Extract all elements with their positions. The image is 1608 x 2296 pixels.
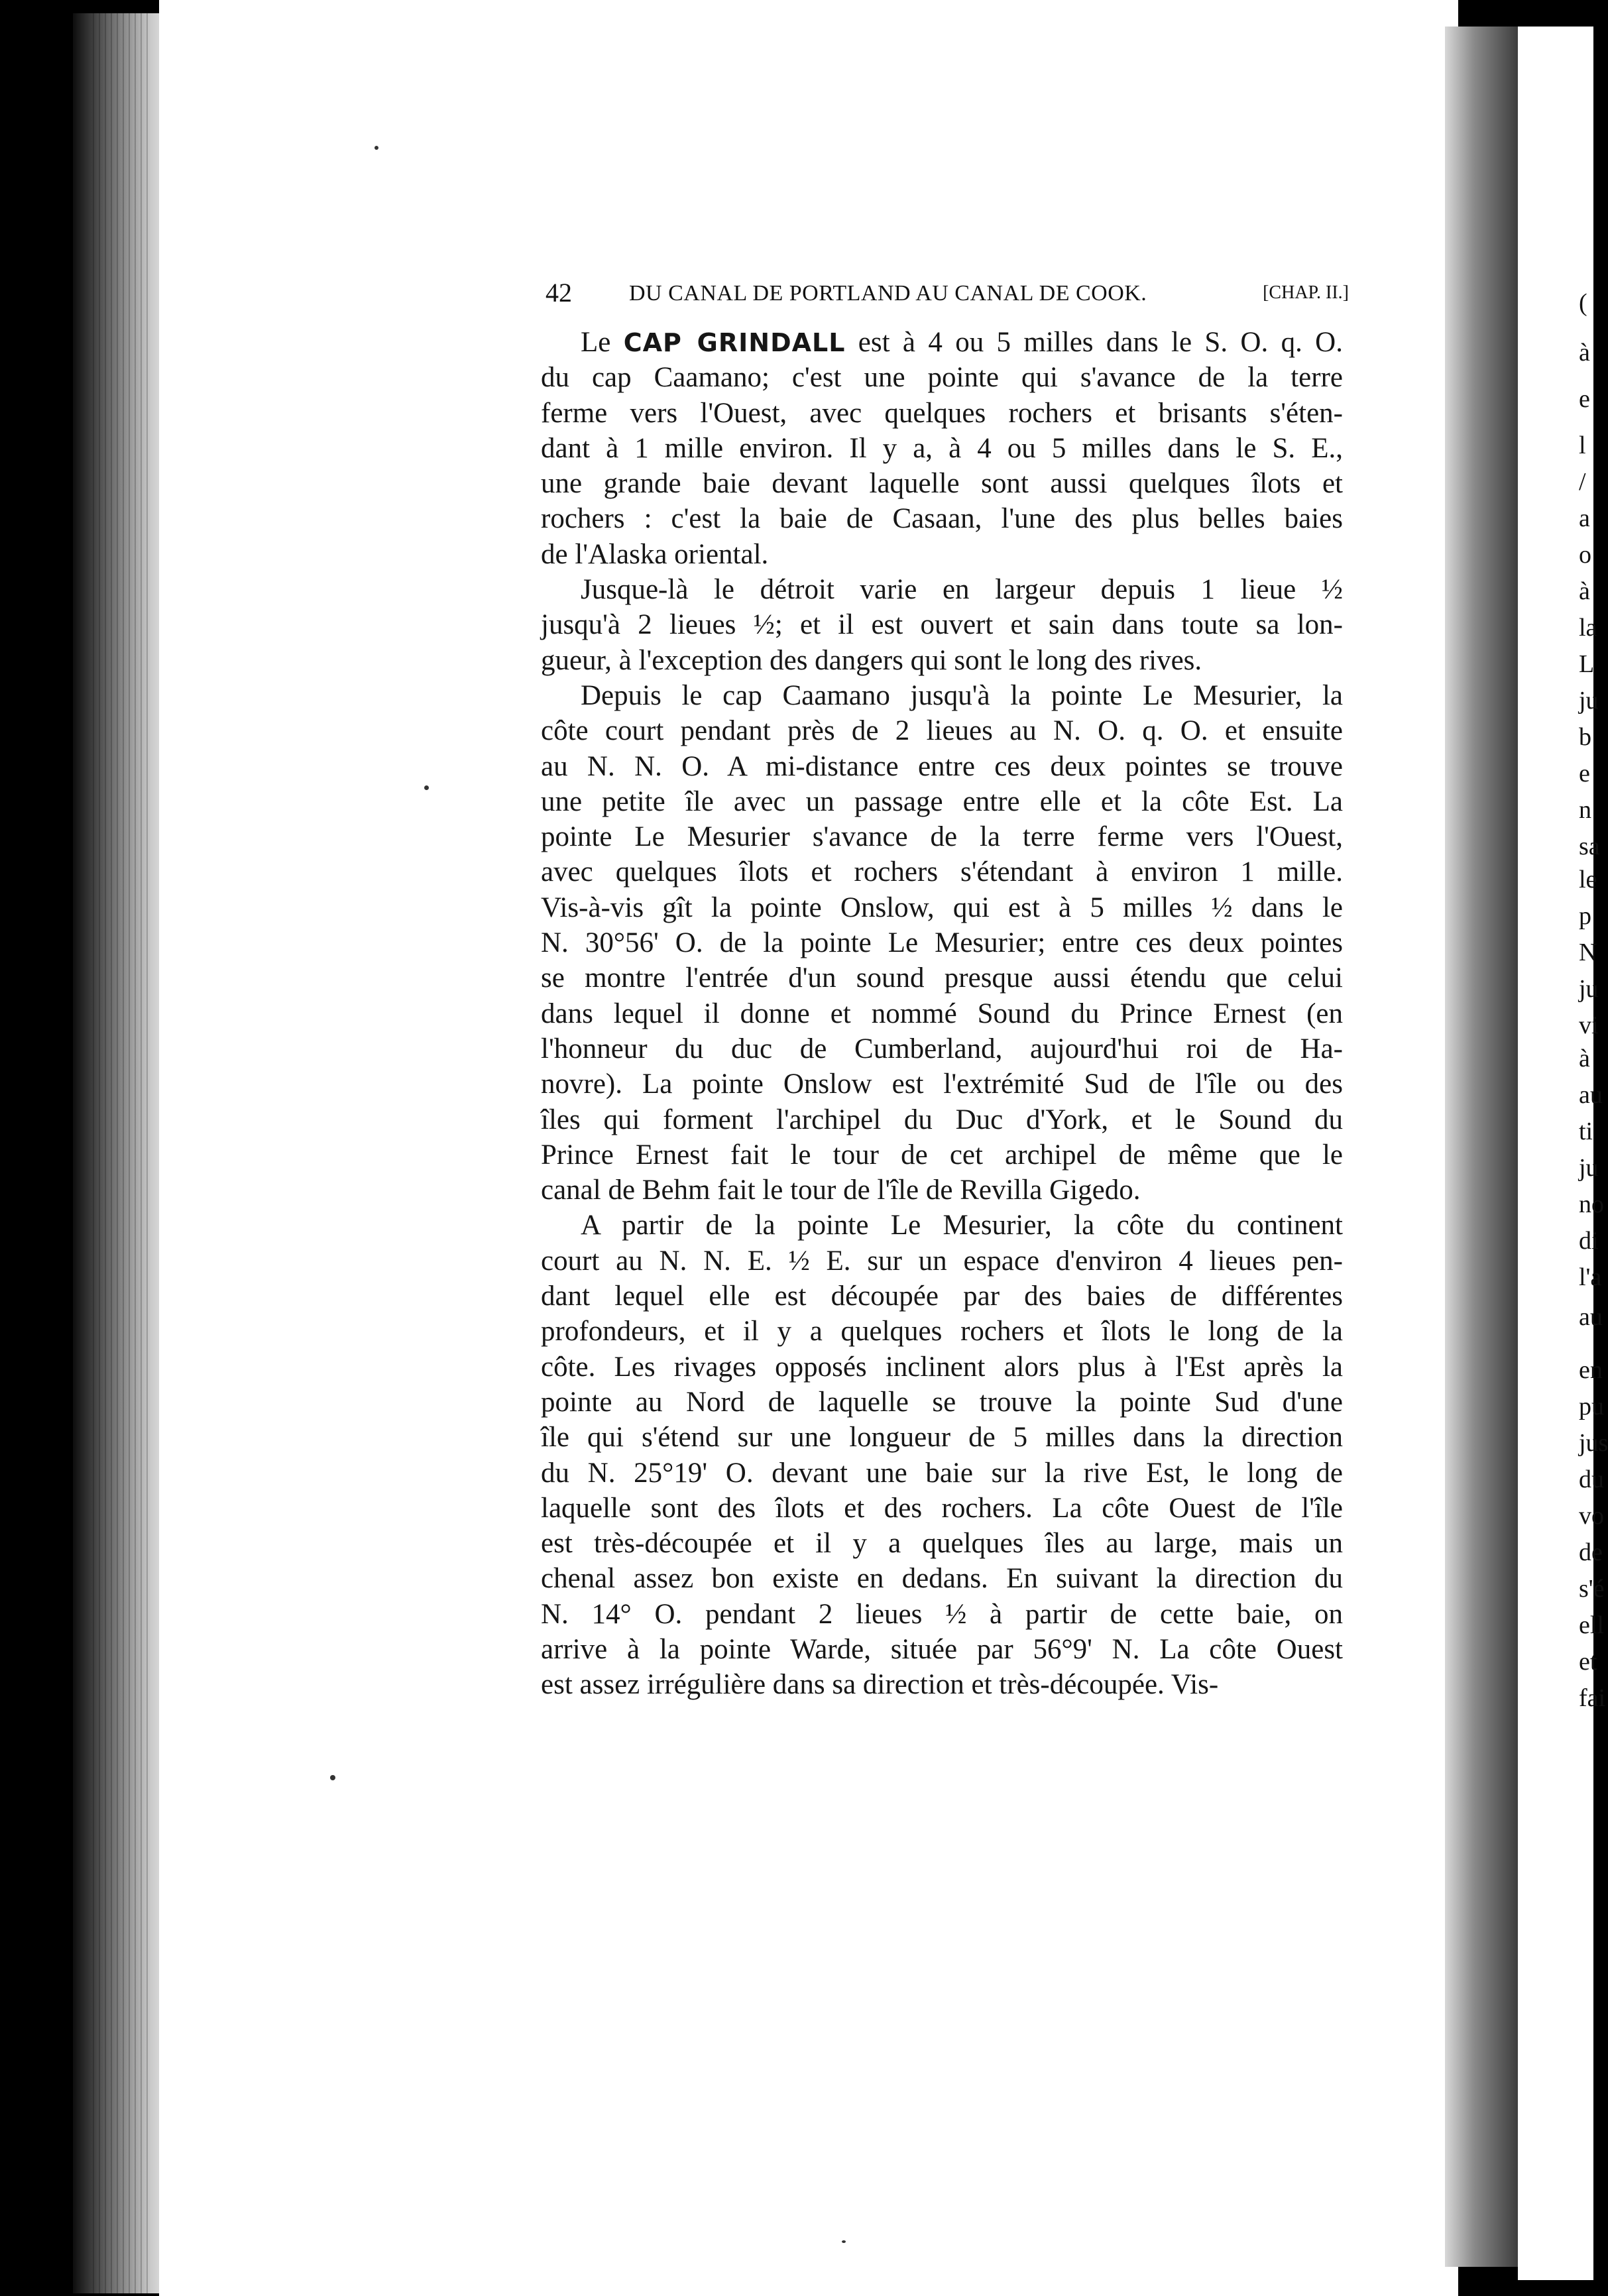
text-line: du cap Caamano; c'est une pointe qui s'avance de la terre (541, 362, 1343, 394)
text-line: de l'Alaska oriental. (541, 538, 769, 570)
facing-page-fragment: fai (1579, 1684, 1606, 1712)
text-line: est assez irrégulière dans sa direction et très-découpée. Vis- (541, 1669, 1219, 1701)
facing-page-fragment: pu (1579, 1393, 1604, 1420)
facing-page-fragment: ( (1579, 289, 1587, 317)
text-line: rochers : c'est la baie de Casaan, l'une des plus belles baies (541, 503, 1343, 535)
text-line: profondeurs, et il y a quelques rochers et îlots le long de la (541, 1316, 1343, 1348)
facing-page-fragment: jus (1579, 1429, 1608, 1457)
text-line: dans lequel il donne et nommé Sound du Prince Ernest (en (541, 998, 1343, 1029)
facing-page-fragment: au (1579, 1303, 1603, 1331)
text-line: du N. 25°19' O. devant une baie sur la rive Est, le long de (541, 1457, 1343, 1489)
facing-page-fragment: b (1579, 723, 1591, 751)
facing-page-fragment: a (1579, 504, 1590, 532)
text-line: une petite île avec un passage entre elle et la côte Est. La (541, 785, 1343, 817)
facing-page-fragment: o (1579, 541, 1591, 569)
facing-page-fragment: vo (1579, 1502, 1604, 1530)
scan-speck (374, 146, 378, 150)
text-line: Le CAP GRINDALL est à 4 ou 5 milles dans le S. O. q. O. (581, 327, 1343, 358)
text-line: A partir de la pointe Le Mesurier, la côte du continent (581, 1210, 1343, 1241)
facing-page-fragment: e (1579, 385, 1590, 413)
facing-page-edge (1518, 27, 1608, 2280)
text-line: arrive à la pointe Warde, située par 56°9' N. La côte Ouest (541, 1633, 1343, 1665)
text-line: novre). La pointe Onslow est l'extrémité Sud de l'île ou des (541, 1068, 1343, 1100)
facing-page-fragment: s'é (1579, 1575, 1605, 1603)
facing-page-fragment: N (1579, 939, 1597, 966)
text-line: avec quelques îlots et rochers s'étendant à environ 1 mille. (541, 856, 1343, 888)
facing-page-fragment: e (1579, 760, 1590, 787)
facing-page-fragment: di (1579, 1227, 1599, 1255)
facing-page-fragment: ju (1579, 1154, 1599, 1182)
text-line: Vis-à-vis gît la pointe Onslow, qui est à 5 milles ½ dans le (541, 891, 1343, 923)
text-line: dant lequel elle est découpée par des baies de différentes (541, 1281, 1343, 1312)
text-line: laquelle sont des îlots et des rochers. La côte Ouest de l'île (541, 1492, 1343, 1524)
facing-page-fragment: ti (1579, 1118, 1593, 1145)
facing-page-fragment: ell (1579, 1611, 1604, 1639)
text-line: ferme vers l'Ouest, avec quelques rochers et brisants s'éten- (541, 397, 1343, 429)
facing-page-fragment: sa (1579, 832, 1600, 860)
text-line: une grande baie devant laquelle sont aussi quelques îlots et (541, 468, 1343, 500)
facing-page-fragment: à (1579, 339, 1590, 367)
text-line: île qui s'étend sur une longueur de 5 milles dans la direction (541, 1422, 1343, 1454)
facing-page-fragment: le (1579, 866, 1597, 893)
text-line: dant à 1 mille environ. Il y a, à 4 ou 5 milles dans le S. E., (541, 432, 1343, 464)
facing-page-fragment: ju (1579, 975, 1599, 1003)
facing-page-fragment: p (1579, 902, 1591, 930)
text-line: N. 30°56' O. de la pointe Le Mesurier; entre ces deux pointes (541, 927, 1343, 959)
text-line: court au N. N. E. ½ E. sur un espace d'environ 4 lieues pen- (541, 1245, 1343, 1277)
facing-page-fragment: à (1579, 1045, 1590, 1072)
facing-page-fragment: à (1579, 577, 1590, 605)
text-line: est très-découpée et il y a quelques îles au large, mais un (541, 1528, 1343, 1560)
text-line: se montre l'entrée d'un sound presque aussi étendu que celui (541, 962, 1343, 994)
text-line: îles qui forment l'archipel du Duc d'York, et le Sound du (541, 1104, 1343, 1135)
facing-page-fragment: au (1579, 1081, 1603, 1109)
text-line: au N. N. O. A mi-distance entre ces deux pointes se trouve (541, 750, 1343, 782)
text-line: Prince Ernest fait le tour de cet archipel de même que le (541, 1139, 1343, 1171)
scan-speck (842, 2240, 846, 2243)
page-fold-shadow (1445, 27, 1518, 2267)
bold-term: CAP GRINDALL (623, 328, 846, 357)
scan-speck (330, 1775, 335, 1780)
facing-page-fragment: no (1579, 1190, 1604, 1218)
facing-page-fragment: en (1579, 1356, 1603, 1384)
page-number: 42 (546, 278, 572, 308)
facing-page-fragment: l'a (1579, 1263, 1602, 1291)
facing-page-fragment: de (1579, 1538, 1603, 1566)
facing-page-fragment: et (1579, 1648, 1597, 1676)
facing-page-fragment: vi (1579, 1011, 1599, 1039)
text-line: l'honneur du duc de Cumberland, aujourd'hui roi de Ha- (541, 1033, 1343, 1064)
facing-page-fragment: l (1579, 431, 1586, 459)
text-line: côte court pendant près de 2 lieues au N. O. q. O. et ensuite (541, 715, 1343, 747)
text-line: gueur, à l'exception des dangers qui sont le long des rives. (541, 644, 1202, 676)
facing-page-fragment: / (1579, 468, 1586, 496)
body-text (541, 325, 1343, 1703)
text-line: côte. Les rivages opposés inclinent alors plus à l'Est après la (541, 1351, 1343, 1383)
text-line: N. 14° O. pendant 2 lieues ½ à partir de cette baie, on (541, 1598, 1343, 1630)
facing-page-fragment: n (1579, 796, 1591, 824)
text-line: chenal assez bon existe en dedans. En suivant la direction du (541, 1563, 1343, 1595)
text-line: Jusque-là le détroit varie en largeur depuis 1 lieue ½ (581, 574, 1343, 606)
text-line: pointe au Nord de laquelle se trouve la pointe Sud d'une (541, 1386, 1343, 1418)
page-header (546, 277, 1349, 317)
text-line: Depuis le cap Caamano jusqu'à la pointe Le Mesurier, la (581, 679, 1343, 711)
text-line: jusqu'à 2 lieues ½; et il est ouvert et sain dans toute sa lon- (541, 609, 1343, 641)
facing-page-fragment: du (1579, 1465, 1604, 1493)
facing-page-fragment: L (1579, 650, 1595, 678)
page-edges (93, 13, 152, 2293)
facing-page-fragment: ju (1579, 687, 1599, 715)
scan-speck (424, 785, 429, 790)
text-line: pointe Le Mesurier s'avance de la terre ferme vers l'Ouest, (541, 821, 1343, 853)
running-title: DU CANAL DE PORTLAND AU CANAL DE COOK. (629, 281, 1147, 306)
text-line: canal de Behm fait le tour de l'île de Revilla Gigedo. (541, 1175, 1141, 1206)
facing-page-fragment: la (1579, 614, 1597, 642)
chapter-marker: [CHAP. II.] (1263, 282, 1349, 303)
